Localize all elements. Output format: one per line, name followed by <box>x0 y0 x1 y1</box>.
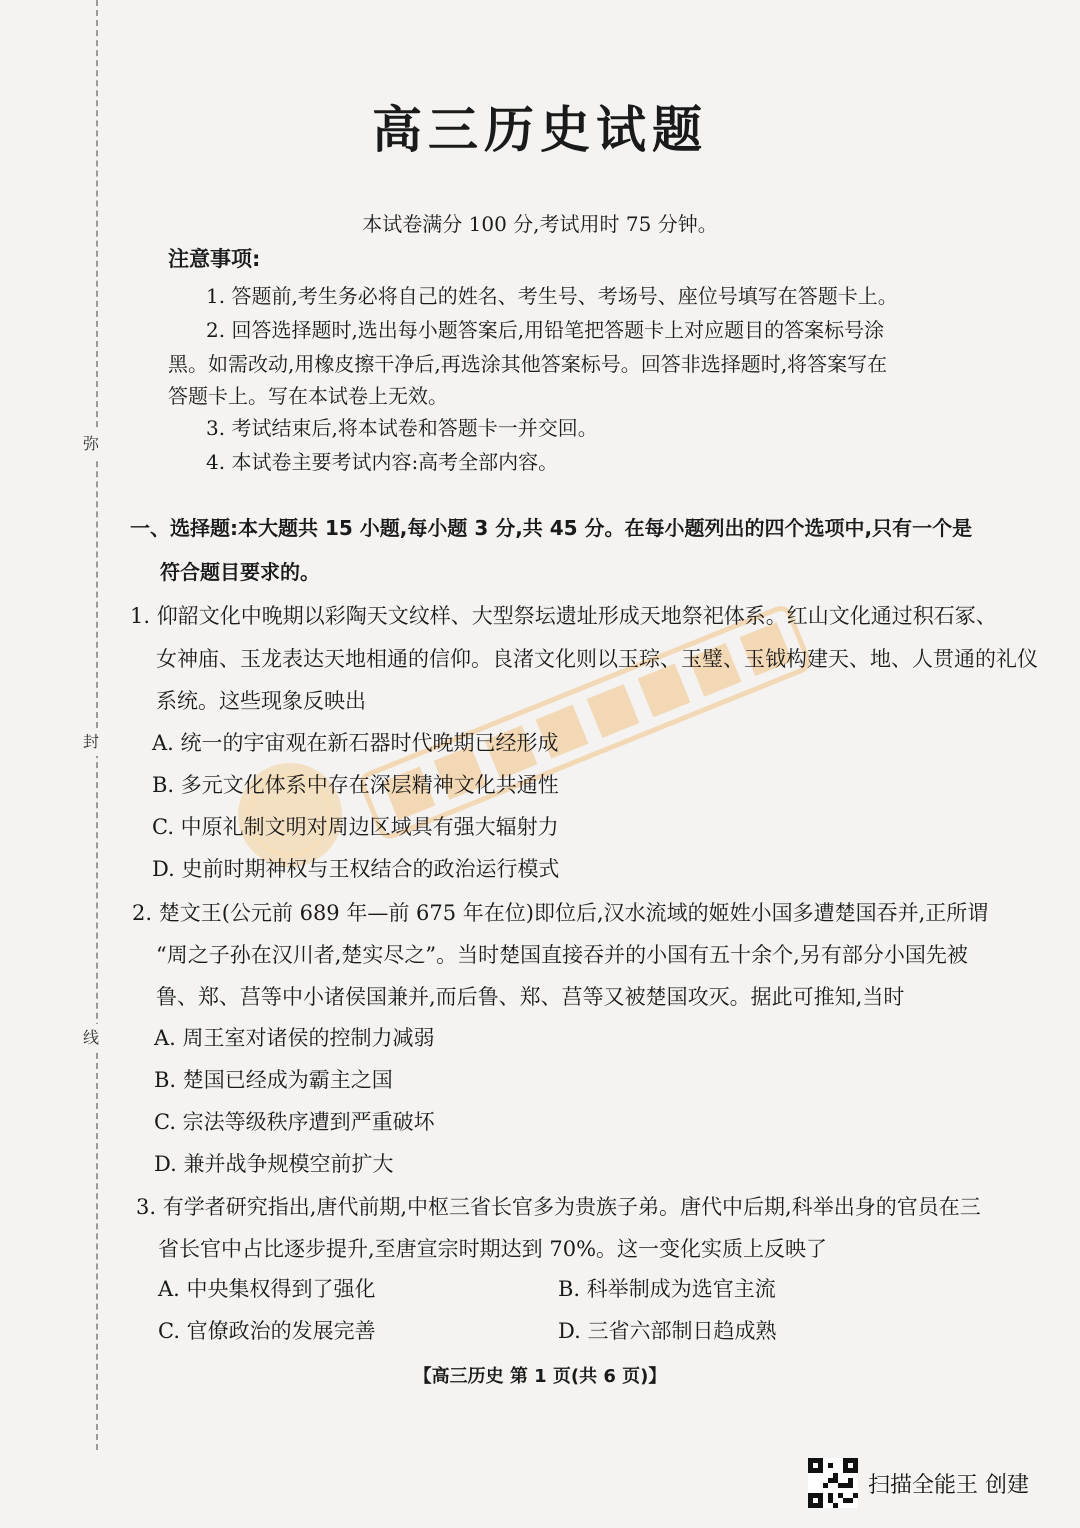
section-heading: 一、选择题:本大题共 15 小题,每小题 3 分,共 45 分。在每小题列出的四个选项中,只有一个是 <box>130 516 973 540</box>
question-3-stem: 省长官中占比逐步提升,至唐宣宗时期达到 70%。这一变化实质上反映了 <box>158 1237 828 1261</box>
question-1-option-a: A. 统一的宇宙观在新石器时代晚期已经形成 <box>152 731 559 755</box>
binding-char-feng: 封 <box>78 728 104 756</box>
question-2-option-a: A. 周王室对诸侯的控制力减弱 <box>154 1026 435 1050</box>
question-2-stem: “周之子孙在汉川者,楚实尽之”。当时楚国直接吞并的小国有五十余个,另有部分小国先被 <box>156 943 968 967</box>
question-3-option-a: A. 中央集权得到了强化 <box>158 1277 376 1301</box>
scanner-badge <box>808 1456 1029 1510</box>
question-1-stem: 系统。这些现象反映出 <box>156 689 366 713</box>
notice-line: 2. 回答选择题时,选出每小题答案后,用铅笔把答题卡上对应题目的答案标号涂 <box>206 318 885 342</box>
question-2-option-b: B. 楚国已经成为霸主之国 <box>154 1068 393 1092</box>
qr-code-icon <box>808 1458 858 1508</box>
question-3-option-c: C. 官僚政治的发展完善 <box>158 1319 376 1343</box>
question-2-stem: 鲁、郑、莒等中小诸侯国兼并,而后鲁、郑、莒等又被楚国攻灭。据此可推知,当时 <box>156 985 905 1009</box>
notice-line: 答题卡上。写在本试卷上无效。 <box>168 384 448 408</box>
question-2-option-d: D. 兼并战争规模空前扩大 <box>154 1152 394 1176</box>
notice-line: 1. 答题前,考生务必将自己的姓名、考生号、考场号、座位号填写在答题卡上。 <box>206 284 898 308</box>
binding-char-mi: 弥 <box>78 430 104 458</box>
question-2-option-c: C. 宗法等级秩序遭到严重破坏 <box>154 1110 435 1134</box>
question-1-stem: 1. 仰韶文化中晚期以彩陶天文纹样、大型祭坛遗址形成天地祭祀体系。红山文化通过积石冢、 <box>130 604 997 628</box>
binding-char-xian: 线 <box>78 1024 104 1052</box>
notice-heading: 注意事项: <box>168 247 261 271</box>
question-2-stem: 2. 楚文王(公元前 689 年—前 675 年在位)即位后,汉水流域的姬姓小国多遭楚国吞并,正所谓 <box>132 901 989 925</box>
question-1-option-d: D. 史前时期神权与王权结合的政治运行模式 <box>152 857 560 881</box>
question-1-option-c: C. 中原礼制文明对周边区域具有强大辐射力 <box>152 815 559 839</box>
page-footer: 【高三历史 第 1 页(共 6 页)】 <box>413 1366 667 1387</box>
notice-line: 黑。如需改动,用橡皮擦干净后,再选涂其他答案标号。回答非选择题时,将答案写在 <box>168 352 888 376</box>
scanner-label: 扫描全能王 创建 <box>868 1472 1029 1498</box>
section-heading-cont: 符合题目要求的。 <box>160 560 320 584</box>
question-3-option-b: B. 科举制成为选官主流 <box>558 1277 776 1301</box>
notice-line: 3. 考试结束后,将本试卷和答题卡一并交回。 <box>206 416 598 440</box>
exam-subtitle: 本试卷满分 100 分,考试用时 75 分钟。 <box>362 212 718 236</box>
exam-title: 高三历史试题 <box>372 100 708 159</box>
notice-line: 4. 本试卷主要考试内容:高考全部内容。 <box>206 450 559 474</box>
question-1-stem: 女神庙、玉龙表达天地相通的信仰。良渚文化则以玉琮、玉璧、玉钺构建天、地、人贯通的礼仪 <box>156 647 1038 671</box>
question-3-option-d: D. 三省六部制日趋成熟 <box>558 1319 777 1343</box>
question-1-option-b: B. 多元文化体系中存在深层精神文化共通性 <box>152 773 559 797</box>
question-3-stem: 3. 有学者研究指出,唐代前期,中枢三省长官多为贵族子弟。唐代中后期,科举出身的官员在三 <box>136 1195 981 1219</box>
